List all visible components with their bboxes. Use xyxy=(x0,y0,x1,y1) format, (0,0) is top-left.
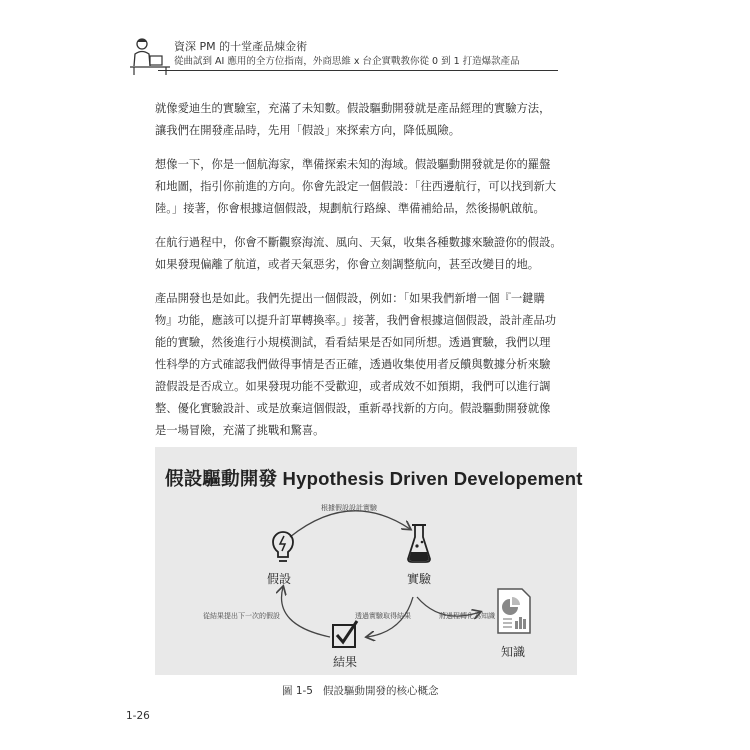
running-header xyxy=(128,36,568,76)
arrow-label-right: 將過程轉化為知識 xyxy=(439,612,495,620)
caption-text: 假設驅動開發的核心概念 xyxy=(323,685,439,697)
report-icon xyxy=(498,589,530,633)
text-line: 就像愛迪生的實驗室，充滿了未知數。假設驅動開發就是產品經理的實驗方法， xyxy=(155,102,551,115)
text-line: 在航行過程中，你會不斷觀察海流、風向、天氣，收集各種數據來驗證你的假設。 xyxy=(155,236,562,249)
page-number: 1-26 xyxy=(126,710,150,722)
hdd-figure xyxy=(155,447,583,675)
arrow-top xyxy=(290,511,410,537)
text-line: 性科學的方式確認我們做得事情是否正確，透過收集使用者反饋與數據分析來驗 xyxy=(155,358,551,371)
checkbox-icon xyxy=(333,621,357,647)
text-line: 整、優化實驗設計、或是放棄這個假設，重新尋找新的方向。假設驅動開發就像 xyxy=(155,402,551,415)
paragraph xyxy=(155,232,585,276)
text-line: 是一場冒險，充滿了挑戰和驚喜。 xyxy=(155,424,325,437)
node-knowledge: 知識 xyxy=(501,645,526,659)
paragraph xyxy=(155,154,585,220)
figure-title: 假設驅動開發 Hypothesis Driven Developement xyxy=(165,468,583,489)
node-hypothesis: 假設 xyxy=(267,572,292,586)
node-result: 結果 xyxy=(333,655,358,669)
text-line: 證假設是否成立。如果發現功能不受歡迎，或者成效不如預期，我們可以進行調 xyxy=(155,380,551,393)
arrow-label-left: 從結果提出下一次的假設 xyxy=(203,612,280,620)
paragraph xyxy=(155,98,585,142)
header-rule xyxy=(158,70,558,71)
text-line: 陸。」接著，你會根據這個假設，規劃航行路線、準備補給品，然後揚帆啟航。 xyxy=(155,202,545,215)
text-line: 如果發現偏離了航道，或者天氣惡劣，你會立刻調整航向，甚至改變目的地。 xyxy=(155,258,540,271)
book-subtitle: 從曲試到 AI 應用的全方位指南，外商思維 x 台企實戰教你從 0 到 1 打造爆款產品 xyxy=(174,56,520,67)
figure-caption xyxy=(282,683,439,698)
text-line: 能的實驗，然後進行小規模測試，看看結果是否如同所想。透過實驗，我們以理 xyxy=(155,336,551,349)
body-text xyxy=(155,98,585,454)
node-experiment: 實驗 xyxy=(407,572,432,586)
caption-label: 圖 1-5 xyxy=(282,685,313,697)
flask-icon xyxy=(408,525,430,562)
text-line: 物』功能，應該可以提升訂單轉換率。」接著，我們會根據這個假設，設計產品功 xyxy=(155,314,557,327)
text-line: 產品開發也是如此。我們先提出一個假設，例如：「如果我們新增一個『一鍵購 xyxy=(155,292,545,305)
book-title: 資深 PM 的十堂產品煉金術 xyxy=(174,40,308,53)
arrow-label-middle: 透過實驗取得結果 xyxy=(355,612,411,620)
text-line: 讓我們在開發產品時，先用「假設」來探索方向，降低風險。 xyxy=(155,124,461,137)
paragraph xyxy=(155,288,585,442)
arrow-label-top: 根據假設設計實驗 xyxy=(321,504,377,512)
text-line: 想像一下，你是一個航海家，準備探索未知的海域。假設驅動開發就是你的羅盤 xyxy=(155,158,551,171)
text-line: 和地圖，指引你前進的方向。你會先設定一個假設：「往西邊航行，可以找到新大 xyxy=(155,180,557,193)
arrow-left xyxy=(282,587,330,637)
